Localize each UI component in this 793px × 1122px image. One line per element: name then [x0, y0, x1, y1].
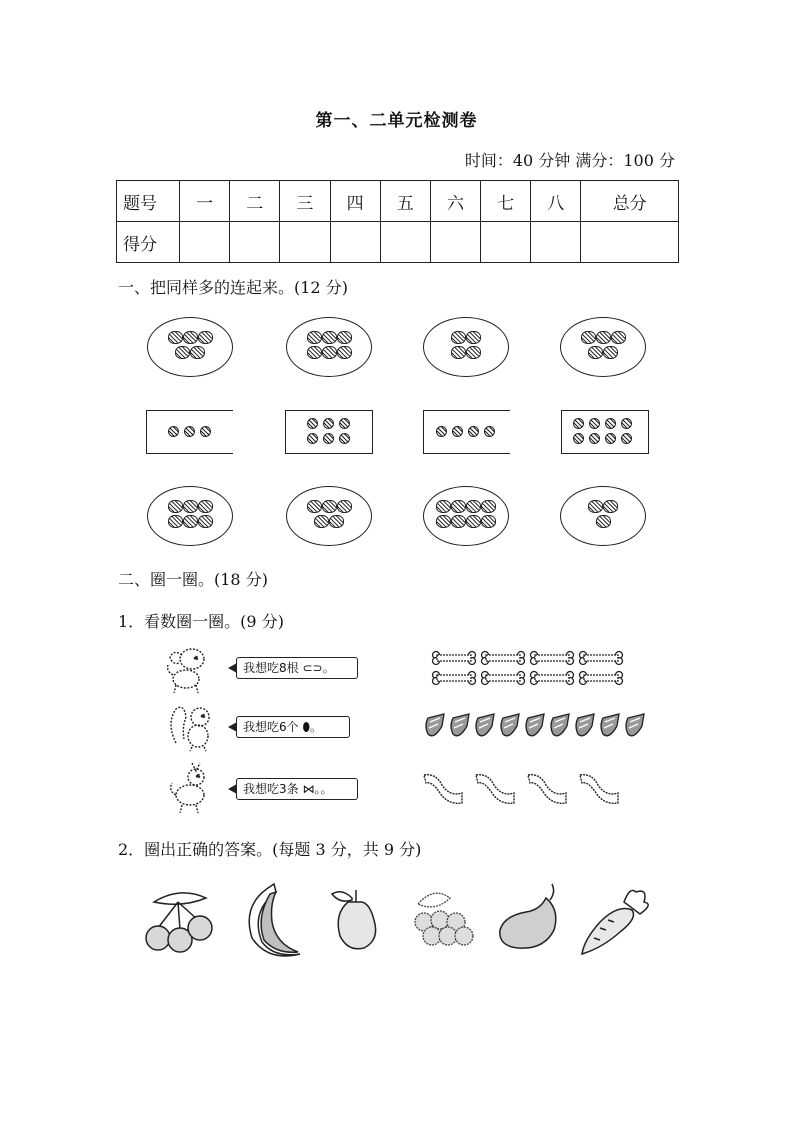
- score-header-cell: 三: [280, 181, 330, 222]
- fruit-item: [588, 346, 603, 359]
- fish-icon: [474, 771, 518, 807]
- fruit-item: [337, 500, 352, 513]
- time-info: 时间：40 分钟 满分：100 分: [464, 151, 675, 170]
- fruit-item: [581, 331, 596, 344]
- eggplant-icon[interactable]: [496, 882, 566, 954]
- dog-speech-bubble: 我想吃8根 ⊂⊃。: [236, 657, 358, 679]
- section2-q2-heading: 2．圈出正确的答案。(每题 3 分，共 9 分): [118, 840, 422, 859]
- score-cell[interactable]: [430, 222, 480, 263]
- fruit-item: [183, 500, 198, 513]
- bone-icon: [480, 671, 528, 687]
- squirrel-icon: [166, 703, 216, 753]
- fruit-item: [466, 500, 481, 513]
- grape-icon[interactable]: [410, 884, 476, 954]
- counting-dot: [573, 433, 584, 444]
- fruit-item: [481, 500, 496, 513]
- fruit-item: [307, 331, 322, 344]
- bone-icon: [578, 651, 626, 667]
- pinecone-icon: [574, 712, 598, 744]
- counting-dot: [339, 433, 350, 444]
- match-oval-bottom-2[interactable]: [286, 486, 372, 546]
- bone-icon: [529, 651, 577, 667]
- fish-icon: [578, 771, 622, 807]
- cherry-icon[interactable]: [140, 884, 216, 956]
- counting-dot: [200, 426, 211, 437]
- score-header-cell: 总分: [581, 181, 679, 222]
- fruit-item: [337, 346, 352, 359]
- cat-bubble-text: 我想吃3条: [243, 782, 299, 796]
- fruit-item: [451, 331, 466, 344]
- score-header-cell: 八: [531, 181, 581, 222]
- counting-dot: [184, 426, 195, 437]
- fruit-item: [466, 346, 481, 359]
- counting-dot: [452, 426, 463, 437]
- counting-dot: [468, 426, 479, 437]
- fruit-item: [603, 346, 618, 359]
- score-header-cell: 七: [481, 181, 531, 222]
- counting-dot: [339, 418, 350, 429]
- score-cell[interactable]: [380, 222, 430, 263]
- fruit-item: [436, 500, 451, 513]
- match-oval-top-3[interactable]: [423, 317, 509, 377]
- fruit-item: [198, 331, 213, 344]
- fruit-item: [168, 331, 183, 344]
- pinecone-icon: [449, 712, 473, 744]
- squirrel-bubble-text: 我想吃6个: [243, 720, 299, 734]
- squirrel-speech-bubble: 我想吃6个 ⬮。: [236, 716, 350, 738]
- fruit-item: [451, 346, 466, 359]
- bone-icon: [578, 671, 626, 687]
- score-header-cell: 六: [430, 181, 480, 222]
- fruit-item: [314, 515, 329, 528]
- fruit-item: [168, 500, 183, 513]
- counting-dot: [436, 426, 447, 437]
- counting-dot: [484, 426, 495, 437]
- score-cell[interactable]: [280, 222, 330, 263]
- score-cell[interactable]: [230, 222, 280, 263]
- fruit-item: [611, 331, 626, 344]
- dog-icon: [162, 645, 212, 695]
- pinecone-icon: [524, 712, 548, 744]
- counting-dot: [605, 433, 616, 444]
- fruit-item: [588, 500, 603, 513]
- counting-dot: [605, 418, 616, 429]
- section2-q1-heading: 1．看数圈一圈。(9 分): [118, 612, 284, 631]
- dog-bubble-text: 我想吃8根: [243, 661, 299, 675]
- counting-dot: [323, 418, 334, 429]
- fruit-item: [322, 346, 337, 359]
- fish-icon: [526, 771, 570, 807]
- section1-heading: 一、把同样多的连起来。(12 分): [118, 278, 348, 297]
- score-header-cell: 二: [230, 181, 280, 222]
- pinecone-icon: [599, 712, 623, 744]
- cat-icon: [166, 761, 216, 815]
- counting-dot: [621, 433, 632, 444]
- fruit-item: [198, 500, 213, 513]
- pinecone-icon: [424, 712, 448, 744]
- score-header-cell: 四: [330, 181, 380, 222]
- match-oval-top-1[interactable]: [147, 317, 233, 377]
- score-cell[interactable]: [481, 222, 531, 263]
- fish-icon: [422, 771, 466, 807]
- section2-heading: 二、圈一圈。(18 分): [118, 570, 268, 589]
- score-cell[interactable]: [180, 222, 230, 263]
- score-row-label: 得分: [117, 222, 180, 263]
- fruit-item: [190, 346, 205, 359]
- fruit-item: [329, 515, 344, 528]
- match-oval-top-4[interactable]: [560, 317, 646, 377]
- score-cell[interactable]: [330, 222, 380, 263]
- fruit-item: [603, 500, 618, 513]
- fruit-item: [596, 331, 611, 344]
- score-table: [116, 180, 679, 263]
- counting-dot: [307, 433, 318, 444]
- score-header-cell: 题号: [117, 181, 180, 222]
- bone-icon: [431, 671, 479, 687]
- fruit-item: [436, 515, 451, 528]
- counting-dot: [323, 433, 334, 444]
- page-title: 第一、二单元检测卷: [315, 111, 478, 131]
- fruit-item: [307, 500, 322, 513]
- fruit-item: [466, 515, 481, 528]
- pinecone-icon: ⬮: [298, 720, 310, 734]
- bone-icon: [529, 671, 577, 687]
- fruit-item: [307, 346, 322, 359]
- match-box-2[interactable]: [285, 410, 373, 454]
- pear-icon[interactable]: [328, 884, 384, 954]
- bone-icon: ⊂⊃: [298, 661, 323, 675]
- counting-dot: [621, 418, 632, 429]
- score-header-cell: 一: [180, 181, 230, 222]
- banana-icon[interactable]: [240, 882, 304, 962]
- fruit-item: [198, 515, 213, 528]
- radish-icon[interactable]: [578, 884, 654, 956]
- counting-dot: [573, 418, 584, 429]
- counting-dot: [589, 418, 600, 429]
- fruit-item: [168, 515, 183, 528]
- cat-speech-bubble: [236, 778, 358, 800]
- match-oval-bottom-3[interactable]: [423, 486, 509, 546]
- fish-icon: ⋈。。: [298, 782, 333, 796]
- score-cell[interactable]: [531, 222, 581, 263]
- score-table-header-row: [117, 181, 679, 222]
- score-cell[interactable]: [581, 222, 679, 263]
- bone-icon: [480, 651, 528, 667]
- score-table-score-row: [117, 222, 679, 263]
- pinecone-icon: [549, 712, 573, 744]
- fruit-item: [183, 515, 198, 528]
- fruit-item: [183, 331, 198, 344]
- match-box-4[interactable]: [561, 410, 649, 454]
- fruit-item: [337, 331, 352, 344]
- fruit-item: [322, 500, 337, 513]
- counting-dot: [307, 418, 318, 429]
- pinecone-icon: [624, 712, 648, 744]
- bone-icon: [431, 651, 479, 667]
- counting-dot: [589, 433, 600, 444]
- pinecone-icon: [499, 712, 523, 744]
- counting-dot: [168, 426, 179, 437]
- fruit-item: [596, 515, 611, 528]
- fruit-item: [451, 515, 466, 528]
- score-header-cell: 五: [380, 181, 430, 222]
- fruit-item: [175, 346, 190, 359]
- fruit-item: [322, 331, 337, 344]
- fruit-item: [466, 331, 481, 344]
- fruit-item: [451, 500, 466, 513]
- fruit-item: [481, 515, 496, 528]
- pinecone-icon: [474, 712, 498, 744]
